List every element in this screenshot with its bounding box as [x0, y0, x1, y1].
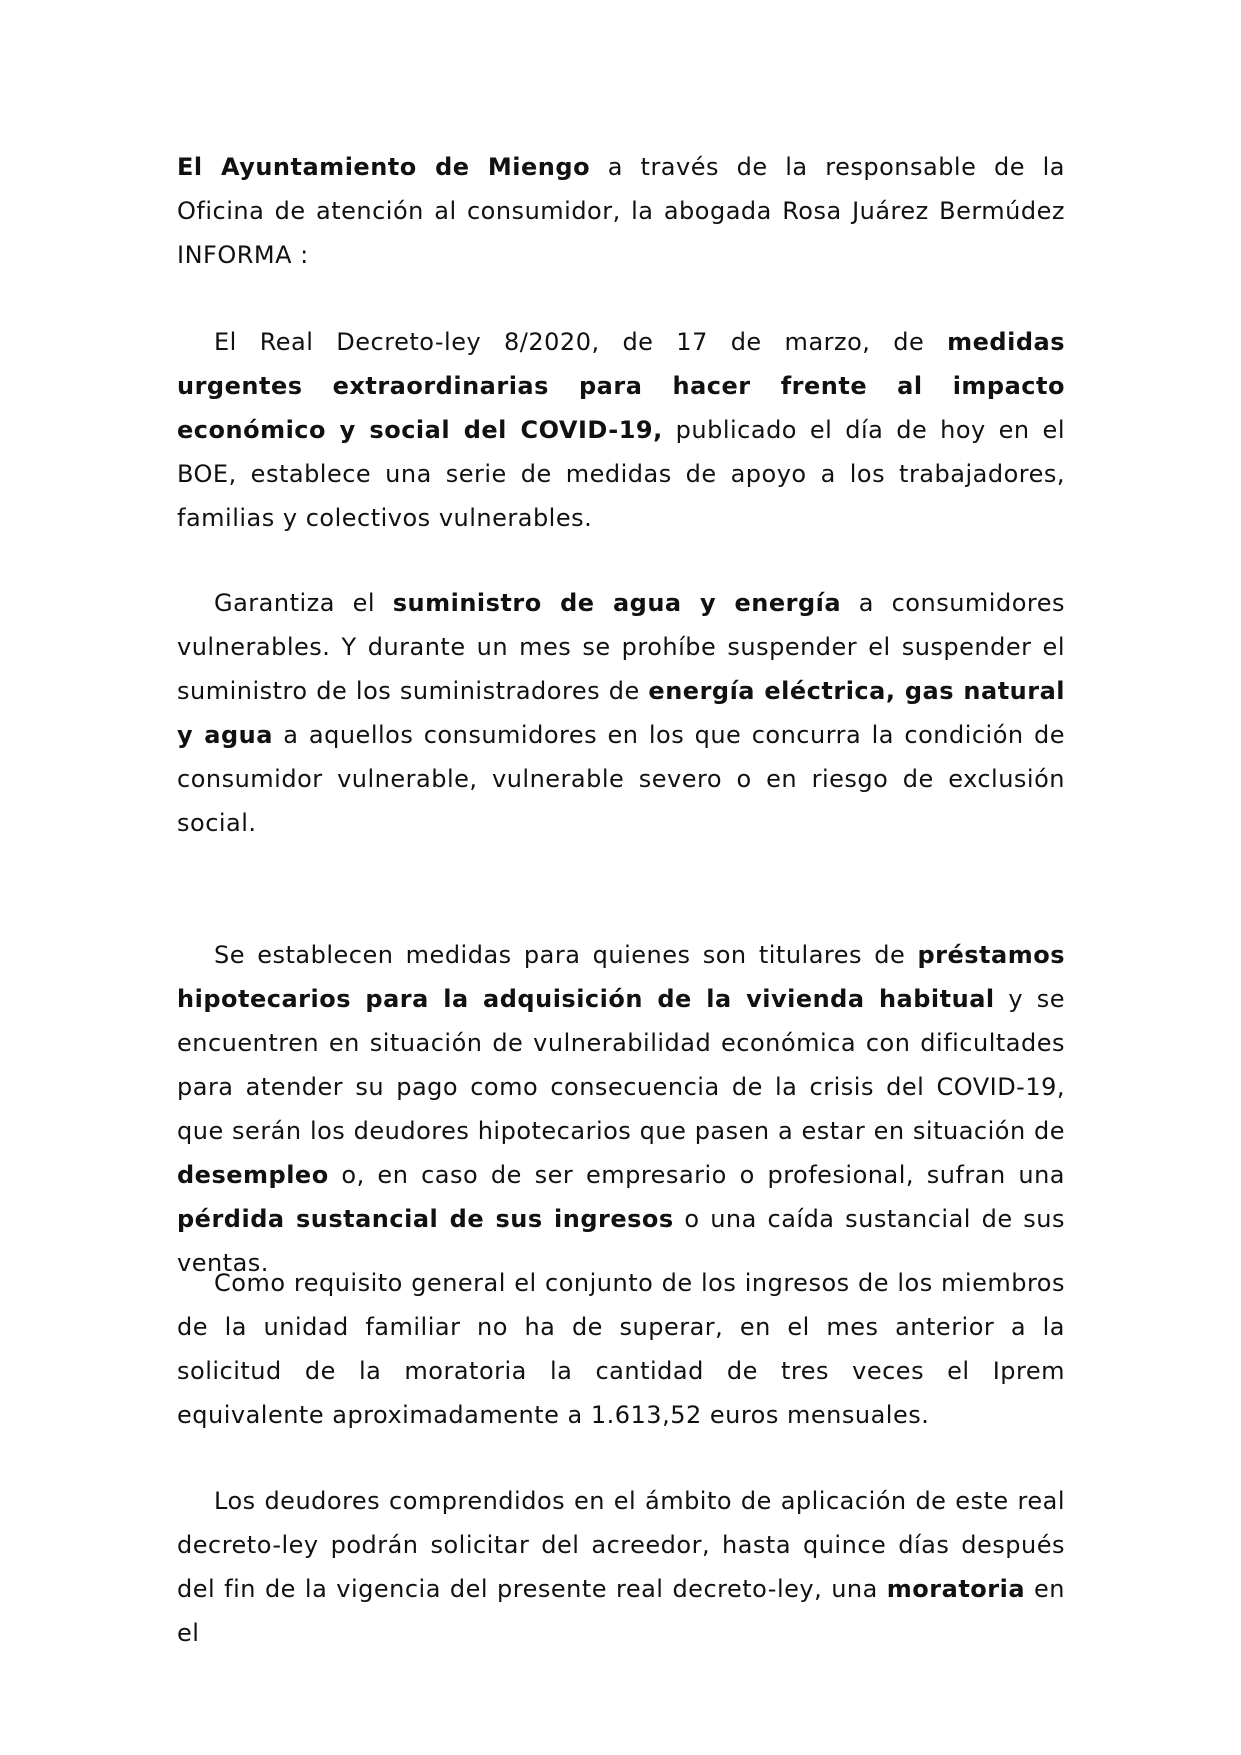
body-text: o una caída sustancial de sus ventas.	[177, 1205, 1066, 1277]
bold-text: El Ayuntamiento de Miengo	[177, 153, 591, 181]
body-text: a través de la responsable de la Oficina de atención al consumidor, la abogada Rosa Juárez Bermúdez INFORMA :	[177, 153, 1066, 269]
body-text: Garantiza el	[214, 589, 393, 617]
bold-text: energía eléctrica, gas natural y agua	[177, 677, 1066, 749]
bold-text: medidas urgentes extraordinarias para hacer frente al impacto económico y social del COVID-19,	[177, 328, 1065, 444]
body-text: en el	[177, 1575, 1065, 1647]
bold-text: suministro de agua y energía	[392, 589, 842, 617]
paragraph-suministro	[177, 581, 1065, 845]
body-text: Como requisito general el conjunto de los ingresos de los miembros de la unidad familiar no ha de superar, en el mes anterior a la solicitud de la moratoria la cantidad de tres veces el Iprem equivalente aproximadamente a 1.613,52 euros mensuales.	[177, 1269, 1065, 1429]
body-text: a consumidores vulnerables. Y durante un mes se prohíbe suspender el suspender el suministro de los suministradores de	[177, 589, 1065, 705]
paragraph-requisito	[177, 1261, 1065, 1437]
body-text: a aquellos consumidores en los que concurra la condición de consumidor vulnerable, vulnerable severo o en riesgo de exclusión social.	[177, 721, 1066, 837]
body-text: Se establecen medidas para quienes son titulares de	[214, 941, 918, 969]
body-text: publicado el día de hoy en el BOE, establece una serie de medidas de apoyo a los trabajadores, familias y colectivos vulnerables.	[177, 416, 1065, 532]
paragraph-intro	[177, 145, 1065, 277]
bold-text: desempleo	[177, 1161, 329, 1189]
bold-text: pérdida sustancial de sus ingresos	[177, 1205, 674, 1233]
bold-text: préstamos hipotecarios para la adquisición de la vivienda habitual	[177, 941, 1065, 1013]
bold-text: moratoria	[886, 1575, 1026, 1603]
paragraph-moratoria	[177, 1479, 1065, 1655]
paragraph-real-decreto	[177, 320, 1065, 540]
body-text: El Real Decreto-ley 8/2020, de 17 de marzo, de	[214, 328, 948, 356]
body-text: o, en caso de ser empresario o profesional, sufran una	[328, 1161, 1065, 1189]
body-text: y se encuentren en situación de vulnerabilidad económica con dificultades para atender su pago como consecuencia de la crisis del COVID-19, que serán los deudores hipotecarios que pasen a estar en situación de	[177, 985, 1065, 1145]
paragraph-prestamos	[177, 933, 1065, 1285]
body-text: Los deudores comprendidos en el ámbito de aplicación de este real decreto-ley podrán solicitar del acreedor, hasta quince días después del fin de la vigencia del presente real decreto-ley, una	[177, 1487, 1065, 1603]
